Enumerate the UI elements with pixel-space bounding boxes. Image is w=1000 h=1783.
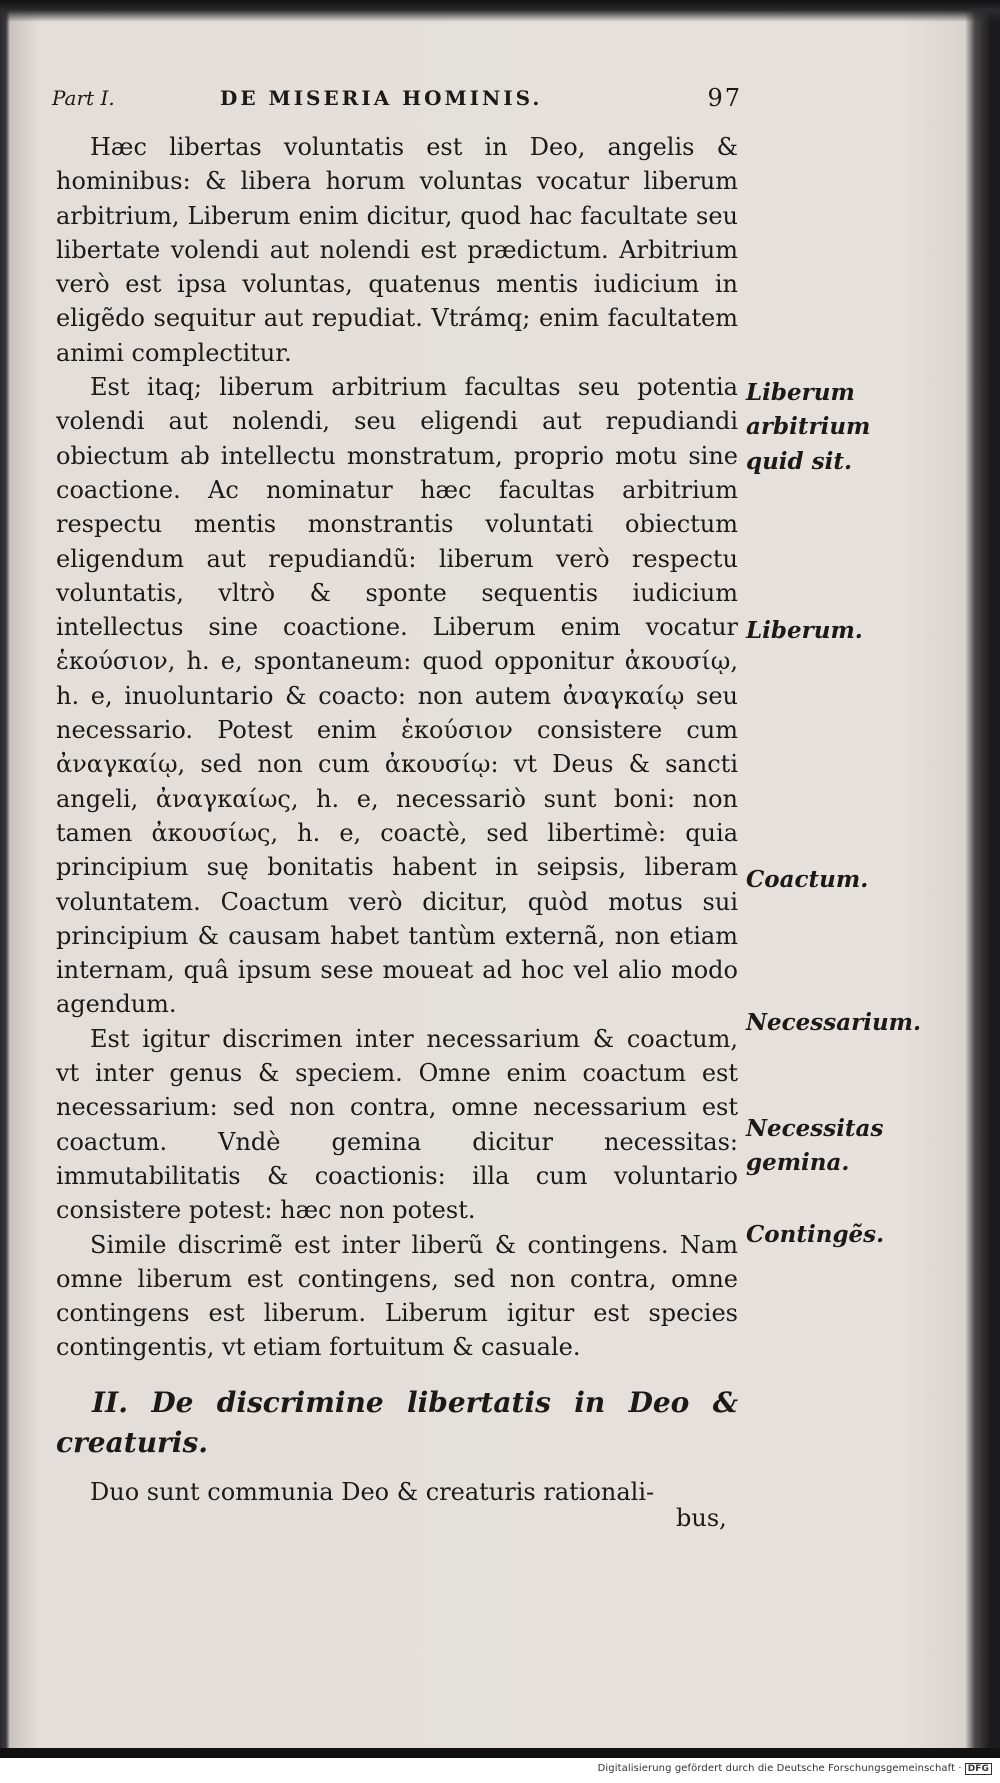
page-number: 97: [707, 84, 742, 112]
dfg-logo: DFG: [965, 1763, 992, 1775]
running-head-title: DE MISERIA HOMINIS.: [220, 86, 543, 110]
margin-note-coactum: Coactum.: [746, 866, 869, 893]
credit-text: Digitalisierung gefördert durch die Deutsche Forschungsgemeinschaft ·: [597, 1763, 962, 1774]
section-heading: II. De discrimine libertatis in Deo & creaturis.: [56, 1385, 738, 1459]
footer-edge: [0, 1748, 1000, 1758]
running-head-part: Part I.: [52, 86, 115, 110]
digitization-credit: [598, 1763, 992, 1774]
paragraph-2: Est itaq; liberum arbitrium facultas seu potentia volendi aut nolendi, seu eligendi aut repudiandi obiectum ab intellectu monstratum, proprio motu sine coactione. Ac nominatur hæc facultas arbitrium respectu mentis monstrantis voluntati obiectum eligendum aut repudiandũ: liberum verò respectu voluntatis, vltrò & sponte sequentis iudicium intellectus sine coactione. Liberum enim vocatur ἑκούσιον, h. e, spontaneum: quod opponitur ἀκουσίῳ, h. e, inuoluntario & coacto: non autem ἀναγκαίῳ seu necessario. Potest enim ἑκούσιον consistere cum ἀναγκαίῳ, sed non cum ἀκουσίῳ: vt Deus & sancti angeli, ἀναγκαίως, h. e, necessariò sunt boni: non tamen ἀκουσίως, h. e, coactè, sed libertimè: quia principium suę bonitatis habent in seipsis, liberam voluntatem. Coactum verò dicitur, quòd motus sui principium & causam habet tantùm externã, non etiam internam, quâ ipsum sese moueat ad hoc vel alio modo agendum.: [56, 373, 738, 1019]
paragraph-1: Hæc libertas voluntatis est in Deo, angelis & hominibus: & libera horum voluntas vocatur liberum arbitrium, Liberum enim dicitur, quod hac facultate seu libertate volendi aut nolendi est prædictum. Arbitrium verò est ipsa voluntas, quatenus mentis iudicium in eligẽdo sequitur aut repudiat. Vtrámq; enim facultatem animi complectitur.: [56, 133, 738, 367]
running-head: [52, 86, 742, 116]
catchword: bus,: [676, 1504, 727, 1532]
margin-note-contingens: Contingẽs.: [746, 1221, 885, 1248]
paragraph-3: Est igitur discrimen inter necessarium & coactum, vt inter genus & speciem. Omne enim coactum est necessarium: sed non contra, omne necessarium est coactum. Vndè gemina dicitur necessitas: immutabilitatis & coactionis: illa cum voluntario consistere potest: hæc non potest.: [56, 1024, 738, 1225]
paragraph-4: Simile discrimẽ est inter liberũ & contingens. Nam omne liberum est contingens, sed non contra, omne contingens est liberum. Liberum igitur est species contingentis, vt etiam fortuitum & casuale.: [56, 1230, 738, 1362]
body-text: [56, 130, 738, 1509]
footer-band: [0, 1748, 1000, 1783]
paragraph-5: Duo sunt communia Deo & creaturis rationali-: [90, 1477, 655, 1506]
margin-note-liberum: Liberum.: [746, 617, 863, 644]
margin-note-liberum-arbitrium: Liberum arbitrium quid sit.: [746, 379, 871, 475]
margin-note-necessitas-gemina: Necessitas gemina.: [746, 1115, 884, 1177]
margin-note-necessarium: Necessarium.: [746, 1009, 922, 1036]
